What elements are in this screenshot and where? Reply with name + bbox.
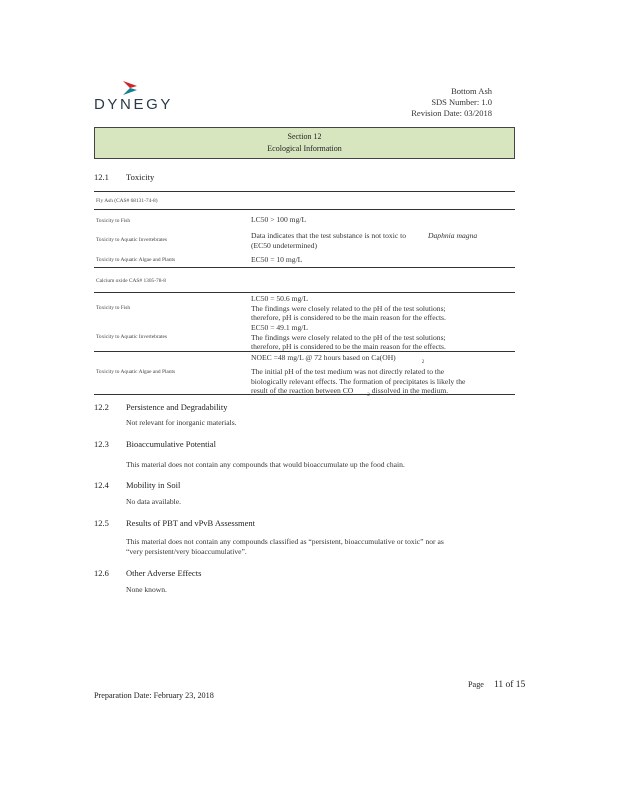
page-number [468,680,525,690]
page-of: 11 of 15 [493,680,526,690]
document-header-info [392,86,492,119]
page-label: Page [468,680,484,689]
subscript: 2 [421,359,425,365]
section-title: Ecological Information [267,144,342,153]
logo-text: DYNEGY [94,96,173,113]
ca-algae-line: result of the reaction between CO [251,386,354,396]
flyash-header: Fly Ash (CAS# 68131-74-8) [96,198,158,204]
table-row-value [251,294,501,323]
table-row-value [251,323,501,352]
subsection-title: Toxicity [126,172,155,182]
table-row-label: Toxicity to Fish [96,218,131,224]
table-row-label: Toxicity to Aquatic Algae and Plants [96,369,176,375]
section-number: Section 12 [287,132,322,141]
dynegy-logo-icon [122,80,138,96]
sds-number: SDS Number: 1.0 [431,97,492,107]
subsection-title: Other Adverse Effects [126,568,202,578]
subsection-number: 12.5 [94,518,109,528]
species-name: Daphnia magna [428,231,478,240]
ca-algae-line: biologically relevant effects. The formation of precipitates is likely the [251,376,466,386]
table-row-label: Toxicity to Aquatic Algae and Plants [96,257,176,263]
subsection-number: 12.1 [94,172,109,182]
inv-value-text: Data indicates that the test substance is not toxic to [251,231,407,240]
product-name: Bottom Ash [451,86,492,96]
table-row-value [251,231,501,250]
section-header [94,127,515,159]
preparation-date: Preparation Date: February 23, 2018 [94,691,214,700]
table-row-label: Toxicity to Fish [96,305,131,311]
table-row-label: Toxicity to Aquatic Invertebrates [96,237,168,243]
subsection-number: 12.6 [94,568,109,578]
subsection-text: This material does not contain any compounds that would bioaccumulate up the food chain. [126,460,405,469]
table-row-label: Toxicity to Aquatic Invertebrates [96,334,168,340]
table-row-value: LC50 > 100 mg/L [251,215,307,224]
ca-inv-line: therefore, pH is considered to be the main reason for the effects. [251,342,446,352]
ca-fish-line: LC50 = 50.6 mg/L [251,294,309,303]
ca-fish-line: The findings were closely related to the pH of the test solutions; [251,303,446,313]
subsection-title: Results of PBT and vPvB Assessment [126,518,256,528]
subsection-text: None known. [126,585,167,594]
calcium-header: Calcium oxide CAS# 1305-78-8 [96,278,166,284]
ca-algae-line: NOEC =48 mg/L @ 72 hours based on Ca(OH) [251,353,396,362]
ca-algae-line: dissolved in the medium. [371,386,449,396]
subsection-title: Mobility in Soil [126,480,181,490]
ca-fish-line: therefore, pH is considered to be the main reason for the effects. [251,313,446,323]
ca-inv-line: EC50 = 49.1 mg/L [251,323,309,332]
subsection-text [126,537,444,557]
revision-date: Revision Date: 03/2018 [411,108,492,118]
subsection-number: 12.2 [94,402,109,412]
subsection-text: No data available. [126,497,182,506]
pbt-text-line: “very persistent/very bioaccumulative”. [126,547,247,556]
pbt-text-line: This material does not contain any compounds classified as “persistent, bioaccumulative or toxic” nor as [126,537,444,546]
subsection-title: Persistence and Degradability [126,402,228,412]
subscript: 2 [367,392,370,398]
ca-inv-line: The findings were closely related to the pH of the test solutions; [251,332,446,342]
subsection-number: 12.4 [94,480,109,490]
subsection-title: Bioaccumulative Potential [126,439,216,449]
inv-value-note: (EC50 undetermined) [251,240,318,250]
table-row-value: EC50 = 10 mg/L [251,255,303,264]
subsection-text: Not relevant for inorganic materials. [126,418,237,427]
subsection-number: 12.3 [94,439,109,449]
ca-algae-line: The initial pH of the test medium was not directly related to the [251,367,445,377]
